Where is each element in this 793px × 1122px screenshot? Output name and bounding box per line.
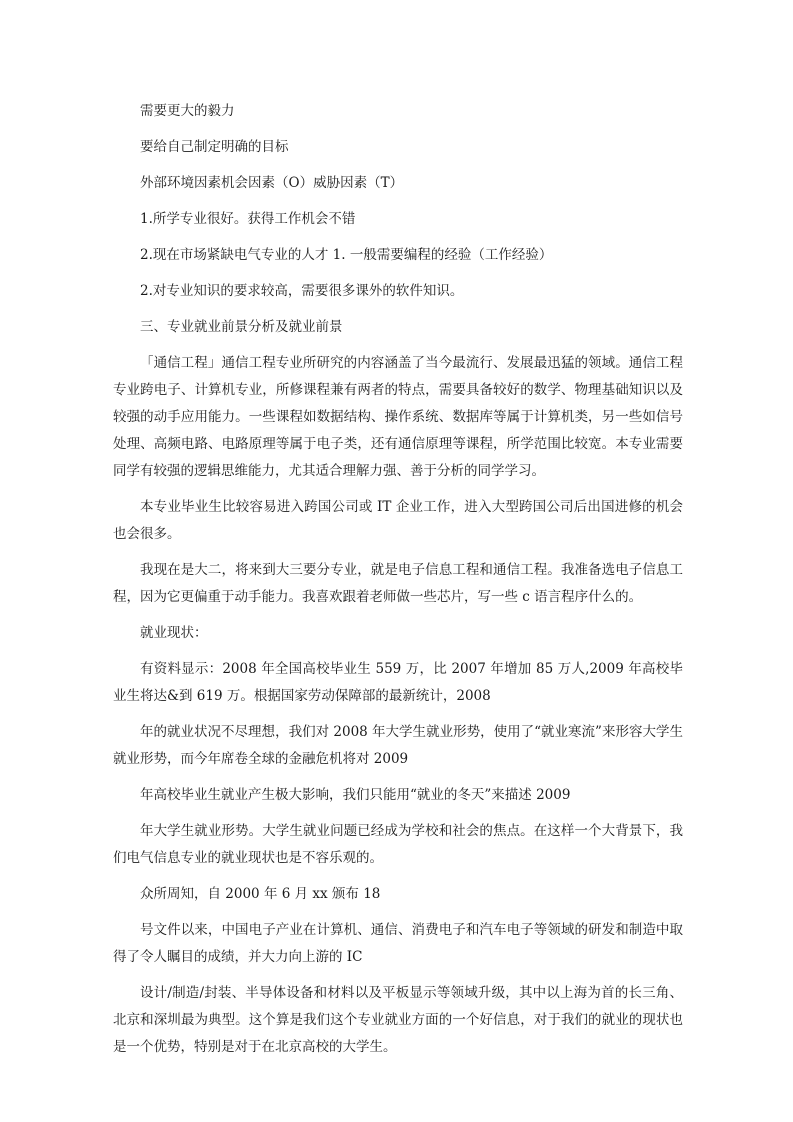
document-body: [113, 98, 683, 1070]
paragraph: 年的就业状况不尽理想，我们对 2008 年大学生就业形势，使用了“就业寒流”来形容大学生就业形势，而今年席卷全球的金融危机将对 2009: [113, 724, 683, 767]
paragraph: 「通信工程」通信工程专业所研究的内容涵盖了当今最流行、发展最迅猛的领域。通信工程专业跨电子、计算机专业，所修课程兼有两者的特点，需要具备较好的数学、物理基础知识以及较强的动手应用能力。一些课程如数据结构、操作系统、数据库等属于计算机类，另一些如信号处理、高频电路、电路原理等属于电子类，还有通信原理等课程，所学范围比较宽。本专业需要同学有较强的逻辑思维能力，尤其适合理解力强、善于分析的同学学习。: [113, 355, 683, 479]
paragraph: 本专业毕业生比较容易进入跨国公司或 IT 企业工作，进入大型跨国公司后出国进修的机会也会很多。: [113, 499, 683, 542]
section-heading: 三、专业就业前景分析及就业前景: [140, 319, 343, 335]
paragraph: 就业现状：: [140, 625, 208, 641]
paragraph: 年高校毕业生就业产生极大影响，我们只能用“就业的冬天”来描述 2009: [140, 787, 571, 803]
paragraph: 众所周知，自 2000 年 6 月 xx 颁布 18: [140, 886, 381, 902]
paragraph: 有资料显示：2008 年全国高校毕业生 559 万，比 2007 年增加 85 万人,2009 年高校毕业生将达&到 619 万。根据国家劳动保障部的最新统计，2008: [113, 661, 683, 704]
paragraph: 1.所学专业很好。获得工作机会不错: [140, 211, 356, 227]
paragraph: 外部环境因素机会因素（O）威胁因素（T）: [140, 175, 404, 191]
paragraph: 需要更大的毅力: [140, 103, 235, 119]
paragraph: 设计/制造/封装、半导体设备和材料以及平板显示等领域升级，其中以上海为首的长三角、北京和深圳最为典型。这个算是我们这个专业就业方面的一个好信息，对于我们的就业的现状也是一个优势，特别是对于在北京高校的大学生。: [113, 985, 683, 1055]
paragraph: 2.对专业知识的要求较高，需要很多课外的软件知识。: [140, 283, 464, 299]
paragraph: 号文件以来，中国电子产业在计算机、通信、消费电子和汽车电子等领域的研发和制造中取得了令人瞩目的成绩，并大力向上游的 IC: [113, 922, 683, 965]
paragraph: 我现在是大二，将来到大三要分专业，就是电子信息工程和通信工程。我准备选电子信息工程，因为它更偏重于动手能力。我喜欢跟着老师做一些芯片，写一些 c 语言程序什么的。: [113, 562, 683, 605]
paragraph: 年大学生就业形势。大学生就业问题已经成为学校和社会的焦点。在这样一个大背景下，我们电气信息专业的就业现状也是不容乐观的。: [113, 823, 683, 866]
paragraph: 2.现在市场紧缺电气专业的人才 1. 一般需要编程的经验（工作经验）: [140, 247, 553, 263]
paragraph: 要给自己制定明确的目标: [140, 139, 289, 155]
